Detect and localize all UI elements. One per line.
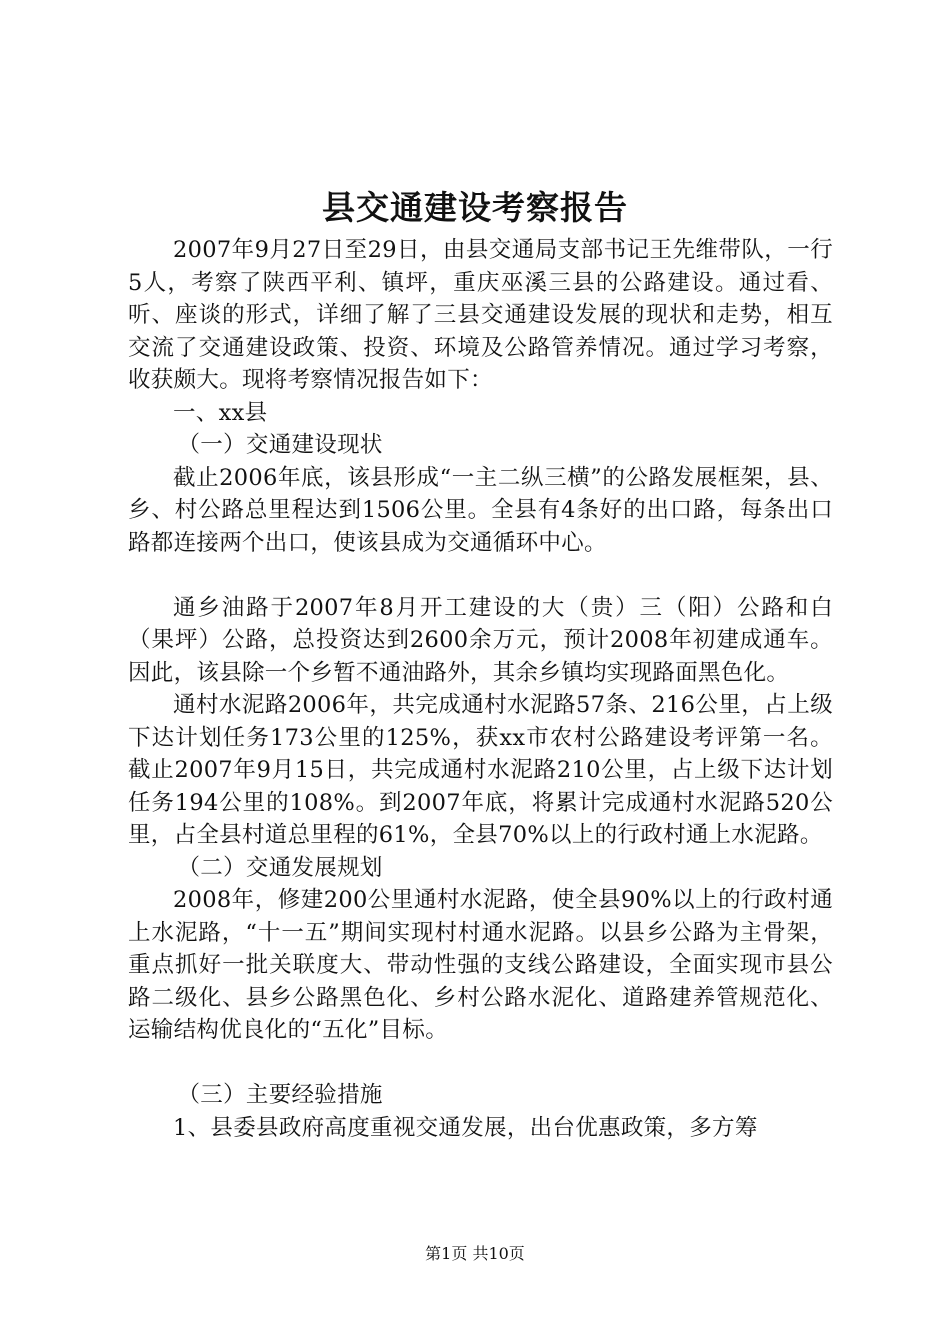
paragraph-plan: 2008年，修建200公里通村水泥路，使全县90%以上的行政村通上水泥路，“十一五”期间实现村村通水泥路。以县乡公路为主骨架，重点抓好一批关联度大、带动性强的支线公路建设，全面实现市县公路二级化、县乡公路黑色化、乡村公路水泥化、道路建养管规范化、运输结构优良化的“五化”目标。 <box>128 887 833 1043</box>
page-footer: 第1页 共10页 <box>425 1244 525 1263</box>
paragraph-measure-1: 1、县委县政府高度重视交通发展，出台优惠政策，多方筹 <box>173 1114 758 1141</box>
blank-line <box>128 1047 833 1080</box>
paragraph-intro: 2007年9月27日至29日，由县交通局支部书记王先维带队，一行5人，考察了陕西平利、镇坪，重庆巫溪三县的公路建设。通过看、听、座谈的形式，详细了解了三县交通建设发展的现状和走势，相互交流了交通建设政策、投资、环境及公路管养情况。通过学习考察，收获颇大。现将考察情况报告如下： <box>128 237 833 393</box>
blank-line <box>128 559 833 592</box>
subsection-heading-plan: （二）交通发展规划 <box>177 854 383 881</box>
section-heading-county: 一、xx县 <box>173 399 268 426</box>
subsection-heading-status: （一）交通建设现状 <box>177 432 383 458</box>
paragraph-village-roads: 通村水泥路2006年，共完成通村水泥路57条、216公里，占上级下达计划任务173公里的125%，获xx市农村公路建设考评第一名。截止2007年9月15日，共完成通村水泥路210公里，占上级下达计划任务194公里的108%。到2007年底，将累计完成通村水泥路520公里，占全县村道总里程的61%，全县70%以上的行政村通上水泥路。 <box>128 692 833 848</box>
paragraph-township-roads: 通乡油路于2007年8月开工建设的大（贵）三（阳）公路和白（果坪）公路，总投资达到2600余万元，预计2008年初建成通车。因此，该县除一个乡暂不通油路外，其余乡镇均实现路面黑色化。 <box>128 594 833 686</box>
subsection-heading-measures: （三）主要经验措施 <box>177 1082 383 1108</box>
paragraph-road-network: 截止2006年底，该县形成“一主二纵三横”的公路发展框架，县、乡、村公路总里程达到1506公里。全县有4条好的出口路，每条出口路都连接两个出口，使该县成为交通循环中心。 <box>128 464 833 556</box>
document-body <box>128 234 833 1144</box>
document-title: 县交通建设考察报告 <box>322 188 628 227</box>
